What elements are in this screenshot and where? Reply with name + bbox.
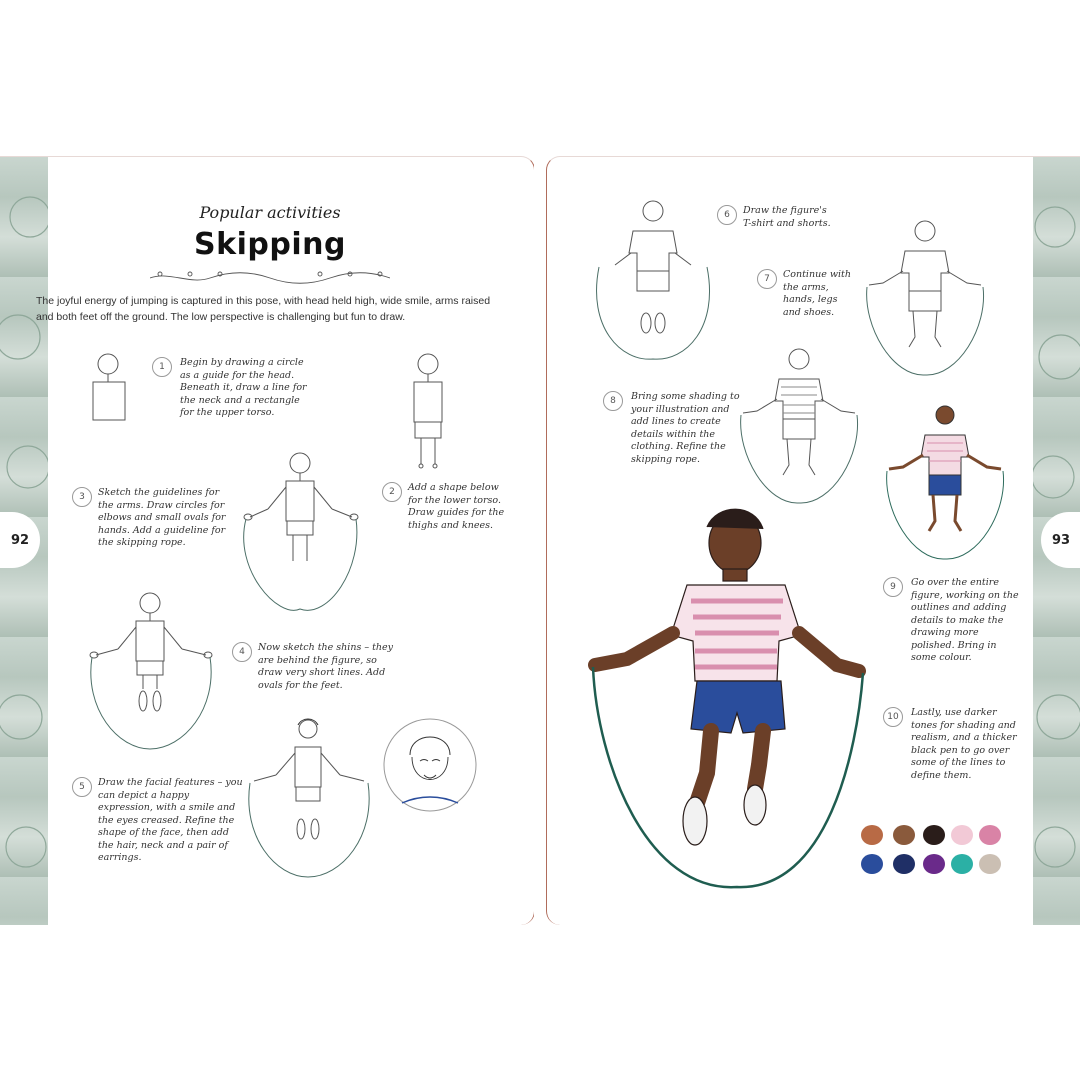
swatch [893, 825, 915, 845]
step-3-sketch [238, 449, 368, 614]
step-number: 4 [232, 642, 252, 662]
swatch [923, 825, 945, 845]
step-number: 5 [72, 777, 92, 797]
step-number: 8 [603, 391, 623, 411]
step-9-sketch [883, 401, 1013, 566]
page-number: 93 [1051, 532, 1071, 548]
step-text: Begin by drawing a circle as a guide for the head. Beneath it, draw a line for the neck and a rectangle for the upper torso. [180, 357, 307, 418]
section-kicker: Popular activities [199, 203, 341, 222]
swatch [979, 825, 1001, 845]
step-7-sketch [863, 217, 993, 382]
step-text: Lastly, use darker tones for shading and realism, and a thicker black pen to go over some of the lines to define them. [911, 707, 1017, 781]
step-text: Add a shape below for the lower torso. Draw guides for the thighs and knees. [408, 482, 505, 531]
book-spread [0, 156, 1080, 924]
step-number: 9 [883, 577, 903, 597]
step-number: 1 [152, 357, 172, 377]
swatch [861, 854, 883, 874]
face-detail-circle [380, 717, 480, 813]
step-number: 3 [72, 487, 92, 507]
left-page [0, 156, 535, 925]
right-page [546, 156, 1080, 925]
swatch [923, 854, 945, 874]
book-gutter [534, 156, 546, 924]
page-title: Skipping [194, 227, 346, 262]
swatch [951, 825, 973, 845]
final-illustration [587, 503, 887, 893]
step-text: Now sketch the shins – they are behind the figure, so draw very short lines. Add ovals for the feet. [258, 642, 394, 691]
step-8-sketch [737, 345, 867, 510]
step-2-sketch [408, 352, 448, 472]
step-text: Go over the entire figure, working on the outlines and adding details to make the drawing more polished. Bring in some colour. [911, 577, 1019, 663]
paper-chain-ornament [150, 269, 390, 287]
step-number: 2 [382, 482, 402, 502]
step-5-sketch [246, 717, 376, 882]
step-number: 6 [717, 205, 737, 225]
step-text: Draw the figure's T-shirt and shorts. [743, 205, 831, 229]
swatch [979, 854, 1001, 874]
step-6-sketch [591, 197, 721, 362]
step-1-sketch [88, 352, 138, 427]
step-number: 10 [883, 707, 903, 727]
step-text: Sketch the guidelines for the arms. Draw circles for elbows and small ovals for hands. Add a guideline for the skipping rope. [98, 487, 226, 548]
swatch [951, 854, 973, 874]
intro-paragraph: The joyful energy of jumping is captured in this pose, with head held high, wide smile, arms raised and both feet off the ground. The low perspective is challenging but fun to draw. [36, 295, 491, 323]
step-number: 7 [757, 269, 777, 289]
step-text: Continue with the arms, hands, legs and shoes. [783, 269, 851, 318]
swatch [861, 825, 883, 845]
step-text: Draw the facial features – you can depict a happy expression, with a smile and the eyes creased. Refine the shape of the face, then add the hair, neck and a pair of earrings. [98, 777, 243, 863]
step-4-sketch [88, 589, 218, 754]
page-number: 92 [10, 532, 30, 548]
swatch [893, 854, 915, 874]
step-text: Bring some shading to your illustration and add lines to create details within the clothing. Refine the skipping rope. [631, 391, 740, 465]
